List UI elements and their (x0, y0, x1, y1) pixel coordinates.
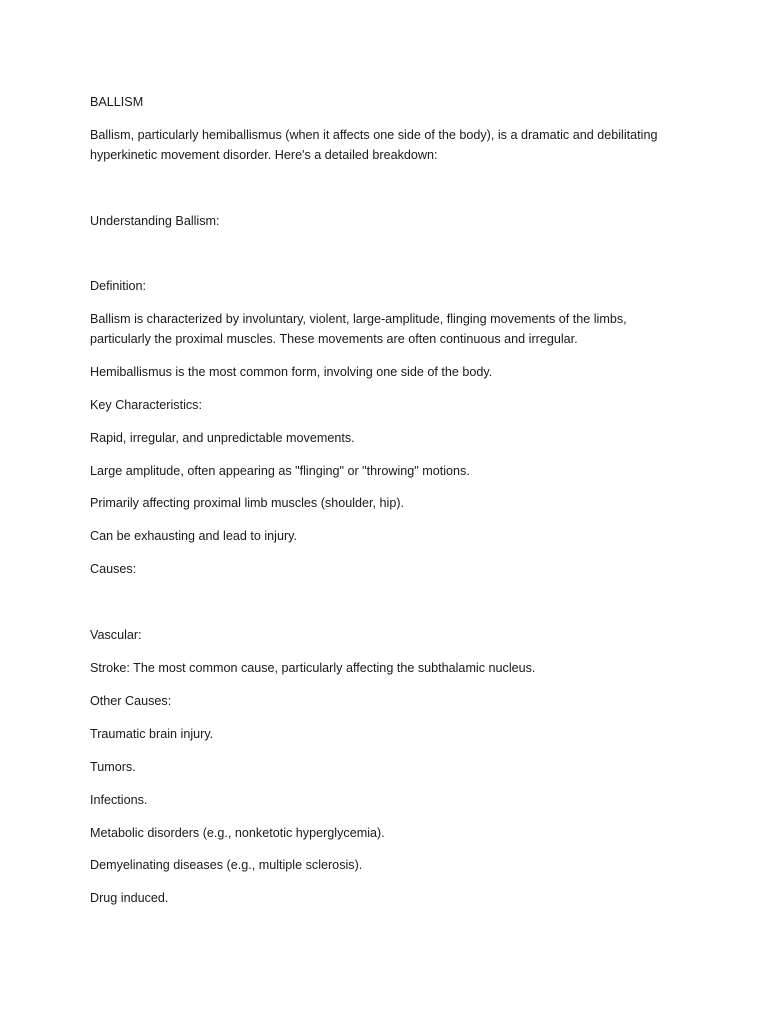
section-heading-understanding: Understanding Ballism: (90, 214, 220, 228)
list-item: Large amplitude, often appearing as "flinging" or "throwing" motions. (90, 464, 470, 478)
list-item: Metabolic disorders (e.g., nonketotic hyperglycemia). (90, 826, 385, 840)
subheading-definition: Definition: (90, 279, 147, 293)
definition-paragraph: Ballism is characterized by involuntary, violent, large-amplitude, flinging movements of the limbs, particularly the proximal muscles. These movements are often continuous and irregular. (90, 312, 627, 346)
document-title: BALLISM (90, 95, 144, 109)
intro-paragraph: Ballism, particularly hemiballismus (when it affects one side of the body), is a dramatic and debilitating hyperkinetic movement disorder. Here's a detailed breakdown: (90, 128, 658, 162)
subheading-other-causes: Other Causes: (90, 694, 172, 708)
list-item: Traumatic brain injury. (90, 727, 214, 741)
list-item: Tumors. (90, 760, 136, 774)
subheading-vascular: Vascular: (90, 628, 142, 642)
list-item: Infections. (90, 793, 148, 807)
list-item: Can be exhausting and lead to injury. (90, 529, 298, 543)
hemiballismus-paragraph: Hemiballismus is the most common form, involving one side of the body. (90, 365, 493, 379)
list-item: Stroke: The most common cause, particularly affecting the subthalamic nucleus. (90, 661, 536, 675)
subheading-causes: Causes: (90, 562, 137, 576)
list-item: Primarily affecting proximal limb muscles (shoulder, hip). (90, 496, 405, 510)
list-item: Rapid, irregular, and unpredictable movements. (90, 431, 355, 445)
list-item: Demyelinating diseases (e.g., multiple sclerosis). (90, 858, 363, 872)
list-item: Drug induced. (90, 891, 169, 905)
subheading-key-characteristics: Key Characteristics: (90, 398, 202, 412)
